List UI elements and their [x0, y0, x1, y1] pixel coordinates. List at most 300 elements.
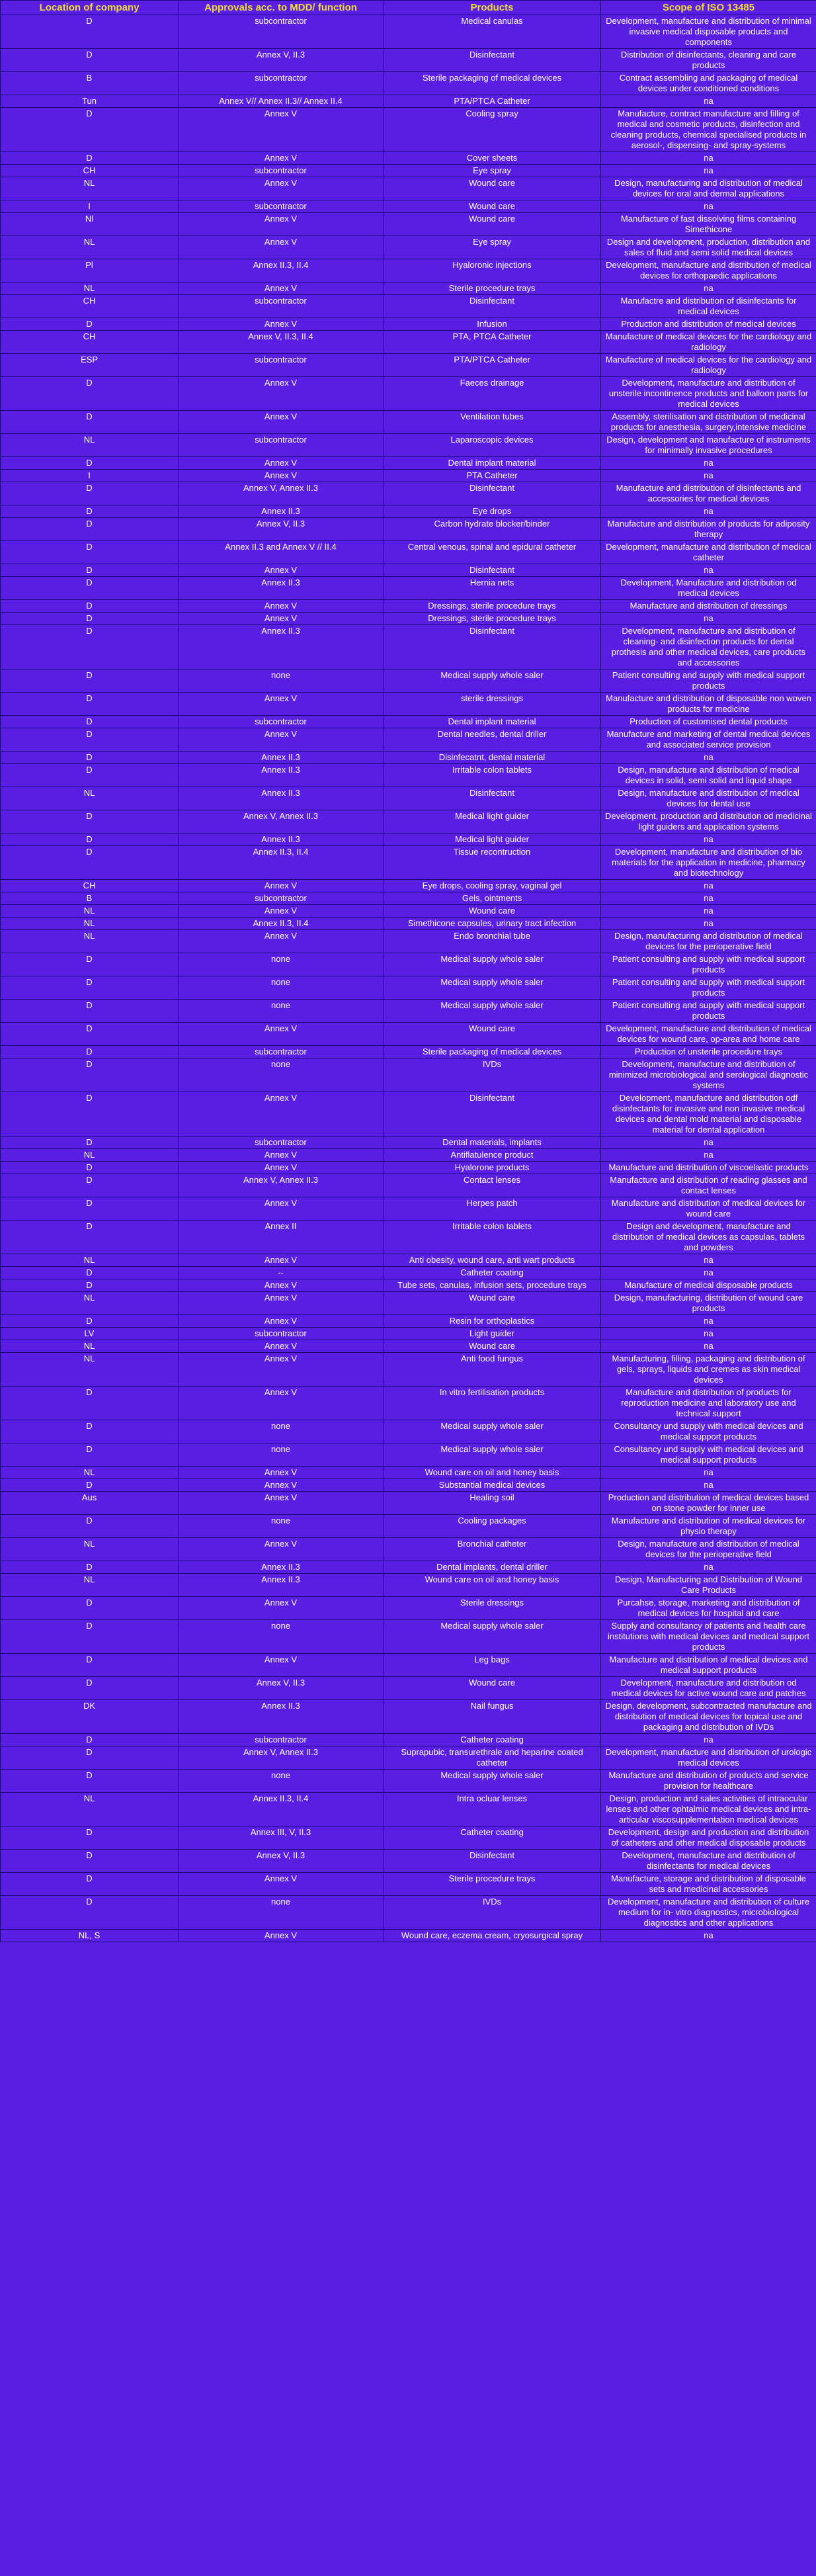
cell-approvals: Annex V: [179, 1479, 384, 1492]
table-row: [1, 1197, 816, 1221]
cell-location: D: [1, 1443, 179, 1467]
table-row: [1, 457, 816, 470]
cell-products: Anti food fungus: [384, 1353, 601, 1387]
cell-location: D: [1, 1046, 179, 1058]
cell-approvals: Annex V: [179, 1023, 384, 1046]
cell-products: Medical light guider: [384, 810, 601, 834]
table-row: [1, 354, 816, 377]
table-row: [1, 810, 816, 834]
cell-products: Wound care on oil and honey basis: [384, 1467, 601, 1479]
cell-approvals: Annex V: [179, 1162, 384, 1174]
cell-scope: Patient consulting and supply with medical support products: [601, 976, 816, 1000]
cell-approvals: Annex V: [179, 600, 384, 613]
cell-approvals: Annex V: [179, 411, 384, 434]
table-row: [1, 1387, 816, 1420]
table-row: [1, 177, 816, 200]
cell-products: Dental needles, dental driller: [384, 728, 601, 751]
table-row: [1, 1620, 816, 1654]
cell-products: Ventilation tubes: [384, 411, 601, 434]
cell-location: Pl: [1, 259, 179, 282]
cell-scope: na: [601, 1315, 816, 1328]
cell-scope: Manufacture and distribution of viscoelastic products: [601, 1162, 816, 1174]
cell-products: Medical supply whole saler: [384, 1000, 601, 1023]
cell-scope: Consultancy und supply with medical devices and medical support products: [601, 1420, 816, 1443]
cell-approvals: none: [179, 1443, 384, 1467]
cell-products: Medical canulas: [384, 15, 601, 49]
cell-scope: Manufacture of medical disposable products: [601, 1279, 816, 1292]
cell-scope: Manufacturing, filling, packaging and distribution of gels, sprays, liquids and cremes as skin medical devices: [601, 1353, 816, 1387]
cell-approvals: --: [179, 1267, 384, 1279]
cell-location: NL: [1, 434, 179, 457]
cell-scope: Design, manufacture and distribution of medical devices for dental use: [601, 787, 816, 810]
table-row: [1, 976, 816, 1000]
cell-location: B: [1, 892, 179, 905]
cell-scope: na: [601, 1479, 816, 1492]
cell-scope: Manufacture, contract manufacture and filling of medical and cosmetic products, disinfection and cleaning products, chemical specialised products in aerosol-, dispensing- and spray-systems: [601, 108, 816, 152]
cell-scope: Supply and consultancy of patients and health care institutions with medical devices and medical support products: [601, 1620, 816, 1654]
table-row: [1, 1734, 816, 1746]
cell-scope: Development, manufacture and distribution of minimal invasive medical disposable products and components: [601, 15, 816, 49]
table-row: [1, 1746, 816, 1770]
cell-location: NL: [1, 1793, 179, 1826]
cell-products: Eye spray: [384, 165, 601, 177]
cell-products: Disinfectant: [384, 1092, 601, 1137]
table-row: [1, 1574, 816, 1597]
table-row: [1, 1443, 816, 1467]
cell-scope: na: [601, 505, 816, 518]
cell-approvals: Annex V: [179, 236, 384, 259]
cell-approvals: Annex II.3: [179, 751, 384, 764]
cell-products: PTA/PTCA Catheter: [384, 95, 601, 108]
cell-scope: na: [601, 200, 816, 213]
table-row: [1, 1023, 816, 1046]
cell-location: D: [1, 1515, 179, 1538]
cell-scope: Design, manufacture and distribution of medical devices for the perioperative field: [601, 1538, 816, 1561]
table-row: [1, 1279, 816, 1292]
table-row: [1, 236, 816, 259]
cell-location: I: [1, 470, 179, 482]
table-row: [1, 1770, 816, 1793]
cell-location: NL: [1, 1340, 179, 1353]
cell-products: Dental materials, implants: [384, 1137, 601, 1149]
cell-products: Medical supply whole saler: [384, 1443, 601, 1467]
cell-approvals: Annex V: [179, 1353, 384, 1387]
cell-approvals: Annex II.3: [179, 764, 384, 787]
cell-location: D: [1, 1850, 179, 1873]
cell-products: Contact lenses: [384, 1174, 601, 1197]
cell-products: Dental implants, dental driller: [384, 1561, 601, 1574]
table-row: [1, 482, 816, 505]
cell-approvals: Annex II.3: [179, 1561, 384, 1574]
cell-location: D: [1, 1677, 179, 1700]
cell-location: D: [1, 1873, 179, 1896]
cell-products: IVDs: [384, 1058, 601, 1092]
cell-location: NL, S: [1, 1930, 179, 1942]
cell-location: D: [1, 1197, 179, 1221]
cell-approvals: Annex II.3, II.4: [179, 1793, 384, 1826]
cell-location: D: [1, 600, 179, 613]
table-row: [1, 787, 816, 810]
cell-location: NL: [1, 177, 179, 200]
cell-scope: Production and distribution of medical devices based on stone powder for inner use: [601, 1492, 816, 1515]
cell-approvals: none: [179, 1896, 384, 1930]
cell-location: D: [1, 1420, 179, 1443]
cell-scope: Manufacture and marketing of dental medical devices and associated service provision: [601, 728, 816, 751]
cell-approvals: Annex V: [179, 880, 384, 892]
cell-location: NL: [1, 1574, 179, 1597]
cell-location: D: [1, 1279, 179, 1292]
cell-location: D: [1, 108, 179, 152]
cell-location: NL: [1, 1467, 179, 1479]
table-row: [1, 846, 816, 880]
cell-scope: Development, design and production and distribution of catheters and other medical disposable products: [601, 1826, 816, 1850]
table-row: [1, 693, 816, 716]
cell-approvals: Annex V, Annex II.3: [179, 1174, 384, 1197]
table-row: [1, 1654, 816, 1677]
cell-approvals: Annex V: [179, 1149, 384, 1162]
cell-location: D: [1, 377, 179, 411]
table-row: [1, 282, 816, 295]
table-row: [1, 1826, 816, 1850]
cell-approvals: Annex V: [179, 1597, 384, 1620]
table-row: [1, 1174, 816, 1197]
cell-scope: Assembly, sterilisation and distribution of medicinal products for anesthesia, surgery,intensive medicine: [601, 411, 816, 434]
cell-location: NL: [1, 1353, 179, 1387]
cell-products: Medical supply whole saler: [384, 1770, 601, 1793]
cell-location: D: [1, 457, 179, 470]
cell-scope: Manufacture and distribution of medical devices for physio therapy: [601, 1515, 816, 1538]
cell-approvals: Annex V: [179, 1538, 384, 1561]
cell-location: NL: [1, 905, 179, 918]
cell-location: CH: [1, 331, 179, 354]
cell-scope: Manufacture and distribution of products and service provision for healthcare: [601, 1770, 816, 1793]
cell-location: D: [1, 669, 179, 693]
table-row: [1, 165, 816, 177]
cell-location: D: [1, 152, 179, 165]
cell-scope: Development, manufacture and distribution of medical devices for orthopaedic applications: [601, 259, 816, 282]
cell-products: Medical supply whole saler: [384, 1620, 601, 1654]
cell-location: D: [1, 1162, 179, 1174]
cell-location: NL: [1, 1538, 179, 1561]
cell-products: Disinfectant: [384, 295, 601, 318]
cell-products: Wound care: [384, 1340, 601, 1353]
cell-scope: na: [601, 1467, 816, 1479]
cell-products: Tube sets, canulas, infusion sets, procedure trays: [384, 1279, 601, 1292]
cell-location: D: [1, 1479, 179, 1492]
cell-products: Wound care: [384, 200, 601, 213]
cell-products: Catheter coating: [384, 1826, 601, 1850]
cell-products: Disinfectant: [384, 564, 601, 577]
cell-approvals: Annex V: [179, 152, 384, 165]
cell-scope: Manufacture of medical devices for the cardiology and radiology: [601, 331, 816, 354]
cell-scope: Distribution of disinfectants, cleaning and care products: [601, 49, 816, 72]
table-body: [1, 15, 816, 1942]
table-row: [1, 613, 816, 625]
cell-scope: Development, Manufacture and distribution od medical devices: [601, 577, 816, 600]
table-row: [1, 1092, 816, 1137]
cell-products: Eye drops: [384, 505, 601, 518]
cell-scope: Manufacture of medical devices for the cardiology and radiology: [601, 354, 816, 377]
cell-products: Medical supply whole saler: [384, 953, 601, 976]
cell-location: D: [1, 1654, 179, 1677]
cell-location: D: [1, 716, 179, 728]
cell-scope: Purcahse, storage, marketing and distribution of medical devices for hospital and care: [601, 1597, 816, 1620]
cell-scope: Patient consulting and supply with medical support products: [601, 953, 816, 976]
cell-scope: Consultancy und supply with medical devices and medical support products: [601, 1443, 816, 1467]
cell-approvals: none: [179, 1058, 384, 1092]
cell-products: Disinfectant: [384, 1850, 601, 1873]
header-row: [1, 1, 816, 15]
cell-approvals: Annex V: [179, 728, 384, 751]
cell-products: Eye spray: [384, 236, 601, 259]
cell-location: CH: [1, 880, 179, 892]
cell-approvals: Annex V: [179, 1279, 384, 1292]
cell-approvals: subcontractor: [179, 165, 384, 177]
cell-scope: na: [601, 470, 816, 482]
cell-scope: Manufacture of fast dissolving films containing Simethicone: [601, 213, 816, 236]
table-row: [1, 1492, 816, 1515]
table-row: [1, 152, 816, 165]
cell-location: D: [1, 693, 179, 716]
cell-approvals: none: [179, 1420, 384, 1443]
cell-scope: Manufacture and distribution of reading glasses and contact lenses: [601, 1174, 816, 1197]
cell-location: D: [1, 1620, 179, 1654]
table-row: [1, 751, 816, 764]
cell-location: CH: [1, 165, 179, 177]
cell-approvals: Annex V, II.3: [179, 1677, 384, 1700]
table-row: [1, 918, 816, 930]
table-row: [1, 318, 816, 331]
cell-products: Laparoscopic devices: [384, 434, 601, 457]
cell-approvals: none: [179, 953, 384, 976]
cell-approvals: none: [179, 1000, 384, 1023]
cell-approvals: Annex V, Annex II.3: [179, 482, 384, 505]
cell-products: Dental implant material: [384, 716, 601, 728]
cell-products: Suprapubic, transurethrale and heparine coated catheter: [384, 1746, 601, 1770]
cell-approvals: Annex II.3, II.4: [179, 259, 384, 282]
cell-products: Medical supply whole saler: [384, 669, 601, 693]
cell-approvals: Annex V: [179, 1197, 384, 1221]
cell-location: D: [1, 625, 179, 669]
cell-scope: na: [601, 613, 816, 625]
cell-approvals: Annex II: [179, 1221, 384, 1254]
cell-approvals: Annex II.3, II.4: [179, 918, 384, 930]
table-row: [1, 1896, 816, 1930]
cell-approvals: Annex III, V, II.3: [179, 1826, 384, 1850]
cell-approvals: Annex V: [179, 905, 384, 918]
cell-scope: Manufacture and distribution of dressings: [601, 600, 816, 613]
cell-products: Endo bronchial tube: [384, 930, 601, 953]
cell-products: Medical supply whole saler: [384, 976, 601, 1000]
table-row: [1, 411, 816, 434]
cell-scope: Design, manufacturing and distribution of medical devices for the perioperative field: [601, 930, 816, 953]
cell-approvals: subcontractor: [179, 1734, 384, 1746]
table-row: [1, 1000, 816, 1023]
table-row: [1, 259, 816, 282]
cell-location: D: [1, 1174, 179, 1197]
cell-scope: Development, manufacture and distribution of cleaning- and disinfection products for dental prothesis and other medical devices, care products and accessories: [601, 625, 816, 669]
cell-scope: Production and distribution of medical devices: [601, 318, 816, 331]
cell-scope: Development, manufacture and distribution of disinfectants for medical devices: [601, 1850, 816, 1873]
cell-scope: Design, manufacturing, distribution of wound care products: [601, 1292, 816, 1315]
cell-scope: na: [601, 834, 816, 846]
cell-scope: Manufacture and distribution of products for adiposity therapy: [601, 518, 816, 541]
cell-location: CH: [1, 295, 179, 318]
cell-scope: na: [601, 918, 816, 930]
cell-approvals: Annex V: [179, 1492, 384, 1515]
cell-approvals: none: [179, 669, 384, 693]
table-row: [1, 377, 816, 411]
cell-products: Nail fungus: [384, 1700, 601, 1734]
table-row: [1, 200, 816, 213]
table-row: [1, 1479, 816, 1492]
cell-location: D: [1, 976, 179, 1000]
cell-location: D: [1, 764, 179, 787]
table-row: [1, 1292, 816, 1315]
cell-approvals: Annex II.3: [179, 1574, 384, 1597]
table-row: [1, 1221, 816, 1254]
cell-products: Wound care: [384, 905, 601, 918]
cell-scope: na: [601, 892, 816, 905]
cell-products: Substantial medical devices: [384, 1479, 601, 1492]
table-row: [1, 1137, 816, 1149]
cell-products: Wound care: [384, 177, 601, 200]
cell-scope: Production of unsterile procedure trays: [601, 1046, 816, 1058]
cell-approvals: Annex II.3: [179, 1700, 384, 1734]
cell-scope: Manufacture and distribution of products for reproduction medicine and laboratory use and technical support: [601, 1387, 816, 1420]
table-row: [1, 577, 816, 600]
cell-approvals: Annex V, Annex II.3: [179, 1746, 384, 1770]
table-row: [1, 1353, 816, 1387]
cell-location: D: [1, 1092, 179, 1137]
cell-approvals: Annex V: [179, 1467, 384, 1479]
cell-products: Bronchial catheter: [384, 1538, 601, 1561]
cell-approvals: subcontractor: [179, 1328, 384, 1340]
cell-location: ESP: [1, 354, 179, 377]
cell-location: I: [1, 200, 179, 213]
cell-products: Catheter coating: [384, 1267, 601, 1279]
table-row: [1, 213, 816, 236]
table-row: [1, 1267, 816, 1279]
cell-approvals: Annex V, II.3: [179, 1850, 384, 1873]
table-row: [1, 716, 816, 728]
cell-scope: Patient consulting and supply with medical support products: [601, 669, 816, 693]
cell-products: Dressings, sterile procedure trays: [384, 600, 601, 613]
cell-products: Hyaloronic injections: [384, 259, 601, 282]
cell-scope: Design, development, subcontracted manufacture and distribution of medical devices for topical use and packaging and distribution of IVDs: [601, 1700, 816, 1734]
cell-scope: Contract assembling and packaging of medical devices under conditioned conditions: [601, 72, 816, 95]
cell-scope: Development, manufacture and distribution of unsterile incontinence products and balloon parts for medical devices: [601, 377, 816, 411]
cell-location: NL: [1, 1149, 179, 1162]
cell-scope: na: [601, 1561, 816, 1574]
cell-scope: na: [601, 152, 816, 165]
cell-location: D: [1, 846, 179, 880]
cell-scope: na: [601, 282, 816, 295]
cell-location: B: [1, 72, 179, 95]
cell-approvals: none: [179, 1620, 384, 1654]
cell-products: Faeces drainage: [384, 377, 601, 411]
table-row: [1, 625, 816, 669]
cell-scope: Production of customised dental products: [601, 716, 816, 728]
table-row: [1, 518, 816, 541]
cell-products: Sterile packaging of medical devices: [384, 1046, 601, 1058]
cell-products: Sterile dressings: [384, 1597, 601, 1620]
cell-approvals: Annex V: [179, 470, 384, 482]
table-row: [1, 1254, 816, 1267]
cell-approvals: Annex V: [179, 564, 384, 577]
cell-location: NL: [1, 918, 179, 930]
cell-scope: Development, manufacture and distribution of medical devices for wound care, op-area and home care: [601, 1023, 816, 1046]
cell-scope: Design, development and manufacture of instruments for minimally invasive procedures: [601, 434, 816, 457]
table-row: [1, 72, 816, 95]
cell-products: Healing soil: [384, 1492, 601, 1515]
cell-products: Sterile procedure trays: [384, 1873, 601, 1896]
table-row: [1, 1873, 816, 1896]
cell-approvals: Annex V: [179, 1387, 384, 1420]
table-row: [1, 49, 816, 72]
cell-location: D: [1, 564, 179, 577]
cell-approvals: subcontractor: [179, 15, 384, 49]
table-row: [1, 892, 816, 905]
cell-scope: Design, Manufacturing and Distribution of Wound Care Products: [601, 1574, 816, 1597]
cell-location: D: [1, 1000, 179, 1023]
cell-products: Infusion: [384, 318, 601, 331]
cell-approvals: Annex II.3 and Annex V // II.4: [179, 541, 384, 564]
cell-approvals: Annex V, II.3: [179, 518, 384, 541]
cell-location: D: [1, 1896, 179, 1930]
table-row: [1, 764, 816, 787]
cell-location: D: [1, 15, 179, 49]
cell-scope: Manufacture and distribution of medical devices for wound care: [601, 1197, 816, 1221]
table-row: [1, 1930, 816, 1942]
cell-approvals: subcontractor: [179, 1046, 384, 1058]
table-row: [1, 1149, 816, 1162]
cell-approvals: subcontractor: [179, 354, 384, 377]
cell-approvals: Annex II.3, II.4: [179, 846, 384, 880]
cell-products: Tissue recontruction: [384, 846, 601, 880]
cell-location: D: [1, 1770, 179, 1793]
cell-approvals: Annex V// Annex II.3// Annex II.4: [179, 95, 384, 108]
table-row: [1, 564, 816, 577]
cell-scope: Design and development, production, distribution and sales of fluid and semi solid medical devices: [601, 236, 816, 259]
cell-scope: na: [601, 1267, 816, 1279]
cell-products: Disinfectant: [384, 49, 601, 72]
cell-approvals: Annex V: [179, 318, 384, 331]
cell-products: PTA, PTCA Catheter: [384, 331, 601, 354]
table-row: [1, 905, 816, 918]
table-row: [1, 1467, 816, 1479]
cell-products: Anti obesity, wound care, anti wart products: [384, 1254, 601, 1267]
cell-approvals: Annex II.3: [179, 577, 384, 600]
cell-location: D: [1, 318, 179, 331]
cell-products: Wound care on oil and honey basis: [384, 1574, 601, 1597]
cell-products: Disinfecatnt, dental material: [384, 751, 601, 764]
cell-scope: Development, manufacture and distribution of minimized microbiological and serological diagnostic systems: [601, 1058, 816, 1092]
cell-products: Wound care: [384, 213, 601, 236]
cell-approvals: Annex II.3: [179, 834, 384, 846]
cell-scope: na: [601, 905, 816, 918]
cell-products: Hernia nets: [384, 577, 601, 600]
cell-scope: Design, manufacture and distribution of medical devices in solid, semi solid and liquid shape: [601, 764, 816, 787]
cell-products: Disinfectant: [384, 625, 601, 669]
cell-location: NL: [1, 1292, 179, 1315]
cell-location: D: [1, 1137, 179, 1149]
cell-approvals: subcontractor: [179, 892, 384, 905]
table-row: [1, 95, 816, 108]
table-row: [1, 1315, 816, 1328]
cell-products: Irritable colon tablets: [384, 1221, 601, 1254]
cell-approvals: Annex V: [179, 1873, 384, 1896]
